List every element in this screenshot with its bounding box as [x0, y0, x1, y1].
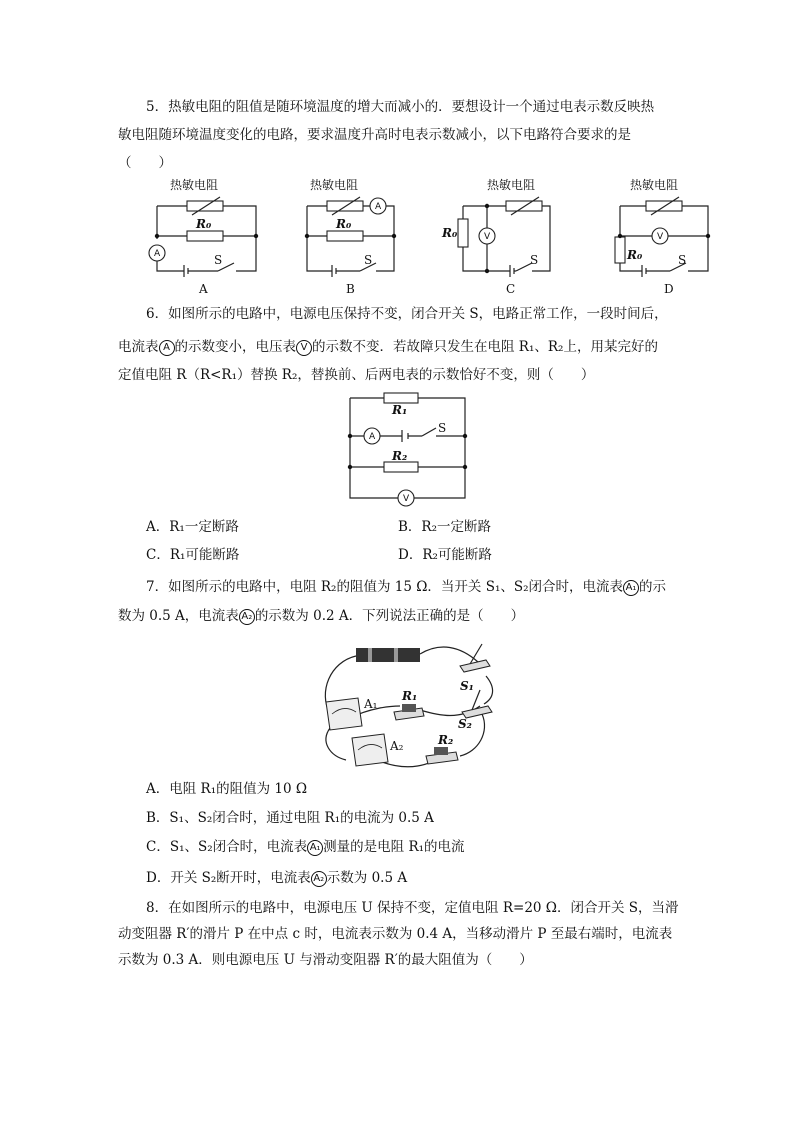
- r0-label: R₀: [442, 226, 458, 240]
- svg-text:A: A: [375, 202, 382, 212]
- ammeter-a2-icon: [352, 734, 388, 766]
- q7-option-a[interactable]: A．电阻 R₁的阻值为 10 Ω: [146, 781, 308, 797]
- q7-option-b[interactable]: B．S₁、S₂闭合时，通过电阻 R₁的电流为 0.5 A: [146, 810, 434, 826]
- svg-text:S₁: S₁: [460, 679, 474, 693]
- r2-resistor: [384, 462, 418, 472]
- thermistor-label: 热敏电阻: [170, 178, 219, 192]
- svg-text:R₂: R₂: [392, 449, 408, 463]
- q5-text-line1: 5．热敏电阻的阻值是随环境温度的增大而减小的．要想设计一个通过电表示数反映热: [146, 99, 655, 115]
- ammeter-icon: A: [159, 340, 175, 356]
- option-label: C: [506, 282, 516, 296]
- q5-text-line2: 敏电阻随环境温度变化的电路，要求温度升高时电表示数减小，以下电路符合要求的是: [118, 127, 631, 143]
- r0-resistor: [615, 237, 625, 263]
- r0-label: R₀: [627, 248, 643, 262]
- q7-physical-circuit-figure: [310, 632, 500, 774]
- r0-resistor: [187, 231, 223, 241]
- r0-resistor: [458, 219, 468, 247]
- q6-option-d[interactable]: D．R₂可能断路: [398, 547, 492, 563]
- r0-label: R₀: [336, 217, 352, 231]
- option-label: D: [664, 282, 674, 296]
- q6-text-line1: 6．如图所示的电路中，电源电压保持不变，闭合开关 S，电路正常工作，一段时间后，: [146, 306, 668, 322]
- thermistor-label: 热敏电阻: [487, 178, 536, 192]
- q7-option-d[interactable]: D．开关 S₂断开时，电流表 A₂ 示数为 0.5 A: [146, 870, 408, 886]
- switch-s1-icon: [460, 660, 490, 672]
- ammeter-a1-icon: [326, 698, 362, 730]
- svg-text:A: A: [369, 432, 376, 442]
- r0-label: R₀: [196, 217, 212, 231]
- q6-text-line3: 定值电阻 R（R<R₁）替换 R₂，替换前、后两电表的示数恰好不变，则（ ）: [118, 367, 595, 383]
- battery-box-icon: [356, 648, 420, 662]
- q8-text-line1: 8．在如图所示的电路中，电源电压 U 保持不变，定值电阻 R=20 Ω．闭合开关 S，当滑: [146, 900, 679, 916]
- svg-text:R₁: R₁: [392, 403, 408, 417]
- ammeter-a1-icon: A₁: [623, 580, 639, 596]
- q8-text-line2: 动变阻器 R′的滑片 P 在中点 c 时，电流表示数为 0.4 A，当移动滑片 P 至最右端时，电流表: [118, 926, 673, 942]
- q6-option-c[interactable]: C．R₁可能断路: [146, 547, 240, 563]
- q5-circuit-a: [140, 175, 270, 297]
- ammeter-a2-icon: A₂: [311, 871, 327, 887]
- q8-text-line3: 示数为 0.3 A．则电源电压 U 与滑动变阻器 R′的最大阻值为（ ）: [118, 952, 533, 968]
- voltmeter-icon: V: [296, 340, 312, 356]
- q5-answer-paren: （ ）: [118, 155, 172, 171]
- r0-resistor: [327, 231, 363, 241]
- q7-text-line2: 数为 0.5 A，电流表 A₂ 的示数为 0.2 A．下列说法正确的是（ ）: [118, 608, 525, 624]
- q5-circuit-c: [440, 175, 570, 297]
- option-label: B: [346, 282, 355, 296]
- svg-text:A₂: A₂: [390, 739, 404, 753]
- svg-text:R₁: R₁: [402, 689, 418, 703]
- option-label: A: [199, 282, 208, 296]
- svg-text:S: S: [364, 253, 373, 267]
- q6-option-a[interactable]: A．R₁一定断路: [146, 519, 239, 535]
- q7-option-c[interactable]: C．S₁、S₂闭合时，电流表 A₁ 测量的是电阻 R₁的电流: [146, 839, 465, 855]
- q6-text-line2: 电流表 A 的示数变小，电压表 V 的示数不变．若故障只发生在电阻 R₁、R₂上，用某完好的: [118, 339, 658, 355]
- svg-text:V: V: [657, 232, 664, 242]
- thermistor-label: 热敏电阻: [310, 178, 359, 192]
- svg-text:S: S: [438, 421, 447, 435]
- q6-circuit-figure: [340, 388, 480, 510]
- svg-text:S: S: [214, 253, 223, 267]
- ammeter-a2-icon: A₂: [239, 609, 255, 625]
- svg-text:S: S: [530, 253, 539, 267]
- svg-text:A: A: [154, 249, 161, 259]
- q5-circuit-b: [290, 175, 420, 297]
- q6-option-b[interactable]: B．R₂一定断路: [398, 519, 491, 535]
- svg-text:A₁: A₁: [364, 697, 378, 711]
- svg-text:V: V: [403, 494, 410, 504]
- q5-circuit-d: [600, 175, 730, 297]
- ammeter-a1-icon: A₁: [307, 840, 323, 856]
- svg-text:R₂: R₂: [438, 733, 454, 747]
- svg-text:S₂: S₂: [458, 717, 472, 731]
- switch-icon: [422, 428, 436, 436]
- r1-resistor: [384, 393, 418, 403]
- thermistor-label: 热敏电阻: [630, 178, 679, 192]
- q7-text-line1: 7．如图所示的电路中，电阻 R₂的阻值为 15 Ω．当开关 S₁、S₂闭合时，电流表 A₁ 的示: [146, 579, 667, 595]
- svg-text:V: V: [484, 232, 491, 242]
- svg-text:S: S: [678, 253, 687, 267]
